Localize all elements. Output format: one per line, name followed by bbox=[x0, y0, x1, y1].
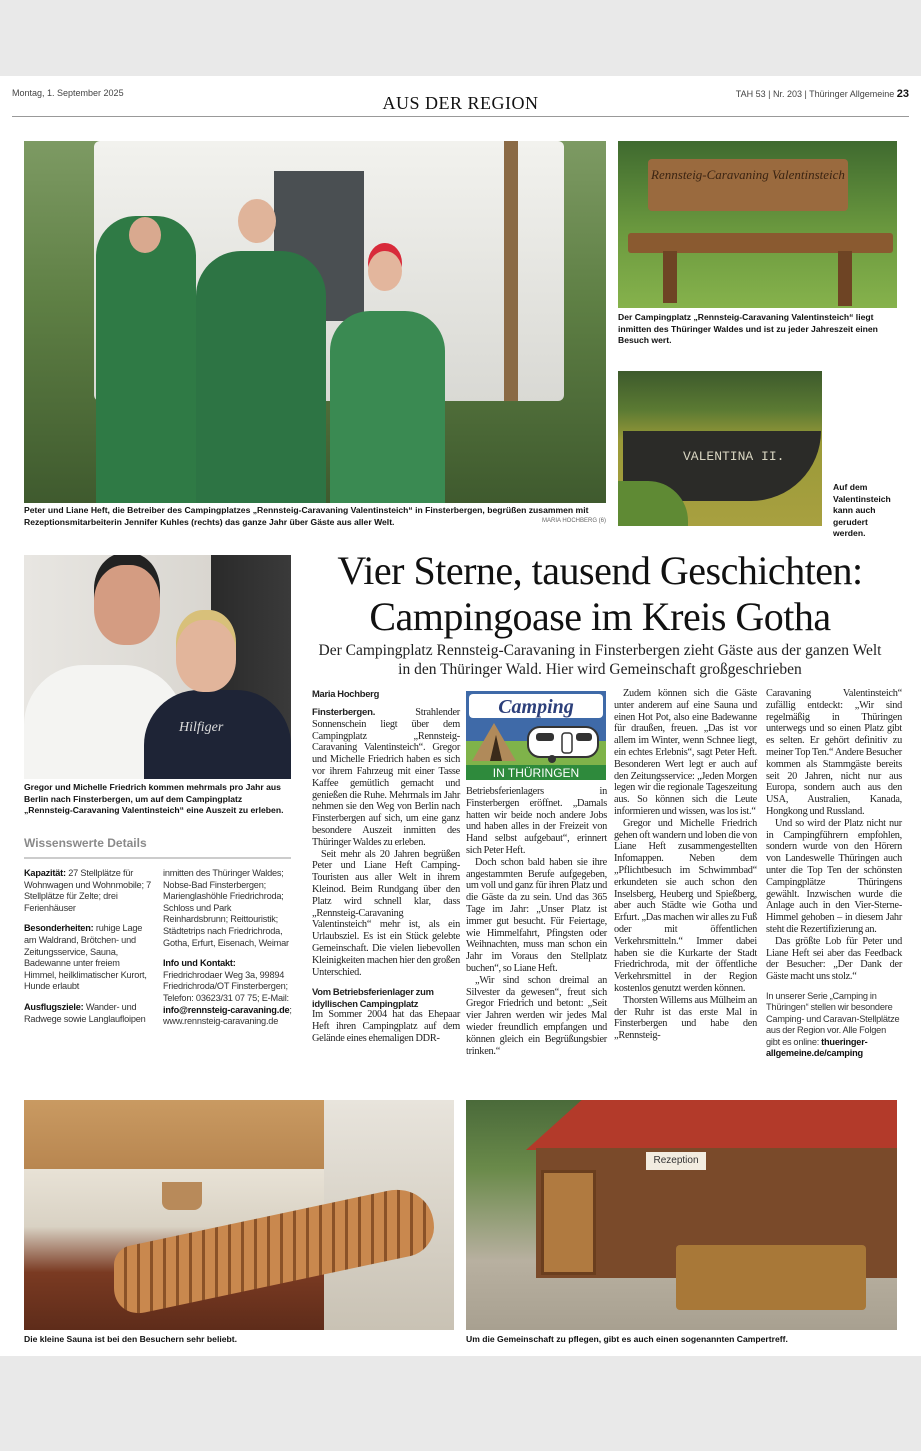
contact-website-link[interactable]: ; www.rennsteig-caravaning.de bbox=[163, 1004, 292, 1027]
series-link[interactable]: thueringer-allgemeine.de/camping bbox=[766, 1036, 868, 1058]
paper-info bbox=[736, 88, 909, 100]
paragraph: Das größte Lob für Peter und Liane Heft sei aber das Feedback der Besucher: „Der Dank der Gäste macht uns stolz.“ bbox=[766, 935, 902, 983]
article-subhead: Vom Betriebsferienlager zum idyllischen Campingplatz bbox=[312, 986, 434, 1009]
paragraph: Zudem können sich die Gäste unter anderem auf eine Sauna und einen Hot Pot, also eine Badewanne für draußen, freuen. „Das ist vor allem im Winter, wenn Schnee liegt, ein echtes Erlebnis“, sagt Peter Heft. Besonderen Wert legt er auch auf den Zeitungsservice: „Jeden Morgen legen wir die regionale Tageszeitung aus. So können sich die Leute informieren und wissen, was los ist.“ bbox=[614, 688, 757, 817]
section-title: AUS DER REGION bbox=[382, 93, 539, 113]
detail-text: 27 Stellplätze für Wohnwagen und Wohnmobile; 7 Stellplätze für Zelte; drei Ferienhäuser bbox=[24, 868, 152, 913]
paragraph: Gregor und Michelle Friedrich gehen oft wandern und loben die von Liane Heft zusammengestellten Infomappen. Neben dem „Pflichtbesuch im Schwimmbad“ erkundeten sie auch schon den Inselsberg, Heuberg und Spießberg, aber auch Städte wie Gotha und Erfurt. „Das machen wir alles zu Fuß oder mit öffentlichen Verkehrsmitteln.“ Immer dabei haben sie die Kurkarte der Stadt Friedrichroda, mit der öffentliche Verkehrsmittel in der Region kostenlos genutzt werden können. bbox=[614, 817, 757, 994]
details-divider bbox=[24, 857, 291, 859]
headline-line-2: Campingoase im Kreis Gotha bbox=[369, 594, 831, 639]
detail-contact bbox=[163, 958, 292, 1028]
dateline: Finsterbergen. bbox=[312, 707, 376, 718]
author-byline: Maria Hochberg bbox=[312, 688, 380, 699]
photo-couple bbox=[24, 555, 291, 779]
detail-label: Ausflugsziele: bbox=[24, 1001, 84, 1012]
photo-sauna bbox=[24, 1100, 454, 1330]
paragraph: Thorsten Willems aus Mülheim an der Ruhr ist das erste Mal in Finsterbergen und habe den „Rennsteig- bbox=[614, 994, 757, 1042]
paragraph: „Wir sind schon dreimal an Silvester da gewesen“, freut sich Gregor Friedrich und betont: „Seit vier Jahren werden wir jedes Mal wieder freundlich empfangen und können gleich ein Begrüßungsbier trinken.“ bbox=[466, 974, 607, 1057]
detail-text: ruhige Lage am Waldrand, Brötchen- und Zeitungsservice, Sauna, Badewanne unter freiem Himmel, heilklimatischer Kurort, Hunde erlaubt bbox=[24, 923, 147, 992]
logo-text-top: Camping bbox=[498, 696, 574, 718]
issue-date: Montag, 1. September 2025 bbox=[12, 88, 124, 98]
camping-in-thueringen-logo bbox=[466, 691, 606, 780]
photo-rowboat bbox=[618, 371, 822, 526]
photo-hosts-caravan bbox=[24, 141, 606, 503]
paragraph: Und so wird der Platz nicht nur in Campingführern empfohlen, sondern wurde von den Hörern von Landeswelle Thüringen auch unter die Top Ten der schönsten Campingplätze Thüringens gewählt. Inzwischen wurde die Anlage auch in den Vier-Sterne-Himmel gehoben – in diesem Jahr steht die Rezertifizierung an. bbox=[766, 817, 902, 935]
details-title: Wissenswerte Details bbox=[24, 836, 147, 850]
photo-credit: MARIA HOCHBERG (6) bbox=[541, 517, 606, 524]
paragraph-text: Strahlender Sonnenschein liegt über dem Campingplatz „Rennsteig-Caravaning Valentinsteich“. Gregor und Michelle Friedrich haben es sich vor ihrem Fahrzeug mit einer Tasse Kaffee gemütlich gemacht und genießen die Ruhe. Mehrmals im Jahr nehmen sie den Weg von Berlin nach Finsterbergen auf sich, um eine ganz besondere Auszeit inmitten des Thüringer Waldes zu erleben. bbox=[312, 707, 460, 848]
article-column-2 bbox=[466, 786, 607, 1057]
edition-number: TAH 53 | Nr. 203 | bbox=[735, 89, 807, 99]
bench-photo-caption: Der Campingplatz „Rennsteig-Caravaning Valentinsteich“ liegt inmitten des Thüringer Waldes und ist zu jeder Jahreszeit einen Besuch wert. bbox=[618, 312, 878, 345]
article-subtitle bbox=[300, 641, 900, 679]
paragraph: Seit mehr als 20 Jahren begrüßen Peter und Liane Heft Camping-Touristen aus aller Welt in ihrem Kleinod. Beim Rundgang über den Platz wird schnell klar, dass „Rennsteig-Caravaning Valentinsteich“ mehr ist, als ein Urlaubsziel. Es ist ein Stück gelebte Gemeinschaft. Die vielen liebevollen Kleinigkeiten machen hier den großen Unterschied. bbox=[312, 848, 460, 978]
article-column-4 bbox=[766, 688, 902, 1059]
detail-label: Kapazität: bbox=[24, 868, 66, 878]
bench-sign: Rennsteig-Caravaning Valentinsteich bbox=[648, 159, 848, 211]
detail-label: Info und Kontakt: bbox=[163, 958, 236, 969]
article-column-3 bbox=[614, 688, 757, 1042]
paragraph: Caravaning Valentinsteich“ zufällig entdeckt: „Wir sind regelmäßig in Thüringen unterwegs und so einen Platz gibt es selten. Er gehört definitiv zu meiner Top Ten.“ Andere Besucher kommen als Stammgäste bereits seit 20 Jahren, nicht nur aus Europa, sondern auch aus den USA, Australien, Kanada, Hongkong und Russland. bbox=[766, 688, 902, 817]
shirt-logo: Hilfiger bbox=[144, 690, 291, 779]
detail-text: Friedrichrodaer Weg 3a, 99894 Friedrichroda/OT Finsterbergen; Telefon: 03623/31 07 75; E-Mail: bbox=[163, 969, 289, 1003]
subtitle-line-2: in den Thüringer Wald. Hier wird Gemeinschaft großgeschrieben bbox=[398, 661, 802, 678]
details-box bbox=[24, 868, 292, 1031]
photo-bench bbox=[618, 141, 897, 308]
article-headline bbox=[300, 548, 900, 640]
series-text: In unserer Serie „Camping in Thüringen“ stellen wir besondere Camping- und Caravan-Stellplätze aus der Region vor. Alle Folgen gibt es online: bbox=[766, 990, 900, 1047]
paragraph: Betriebsferienlagers in Finsterbergen eröffnet. „Damals hatten wir beide noch andere Jobs und haben alles in der Freizeit von Hand selbst aufgebaut“, erinnert sich Peter Heft. bbox=[466, 786, 607, 856]
detail-features bbox=[24, 923, 153, 993]
detail-label: Besonderheiten: bbox=[24, 923, 94, 934]
paragraph bbox=[312, 707, 460, 849]
series-note bbox=[766, 991, 902, 1059]
paper-name: Thüringer Allgemeine bbox=[809, 89, 895, 99]
detail-capacity bbox=[24, 868, 153, 914]
logo-text-bottom: IN THÜRINGEN bbox=[492, 766, 580, 780]
campertreff-photo-caption: Um die Gemeinschaft zu pflegen, gibt es auch einen sogenannten Campertreff. bbox=[466, 1334, 788, 1344]
page-number: 23 bbox=[896, 88, 909, 100]
contact-email-link[interactable]: info@rennsteig-caravaning.de bbox=[163, 1004, 290, 1015]
photo-campertreff bbox=[466, 1100, 897, 1330]
detail-text: Wander- und Radwege sowie Langlaufloipen inmitten des Thüringer Waldes; Nobse-Bad Finsterbergen; Marienglashöhle Friedrichroda; Schloss und Park Reinhardsbrunn; Reittouristik; Städtetrips nach Friedrichroda, Gotha, Erfurt, Eisenach, Weimar bbox=[24, 868, 289, 1024]
boat-photo-caption: Auf dem Valentinsteich kann auch gerudert werden. bbox=[833, 482, 891, 538]
article-column-1 bbox=[312, 688, 460, 1045]
header-divider bbox=[12, 116, 909, 117]
main-photo-caption bbox=[24, 505, 606, 528]
paragraph: Doch schon bald haben sie ihre angestammten Berufe aufgegeben, um voll und ganz für ihren Platz und die Gäste da zu sein. Und das 365 Tage im Jahr: „Unser Platz ist immer gut besucht. Für Feiertage, wie Himmelfahrt, Pfingsten oder Weihnachten, muss man schon ein Jahr im Voraus den Stellplatz buchen“, so Liane Heft. bbox=[466, 856, 607, 974]
reception-sign: Rezeption bbox=[646, 1152, 706, 1170]
headline-line-1: Vier Sterne, tausend Geschichten: bbox=[337, 548, 863, 593]
couple-photo-caption: Gregor und Michelle Friedrich kommen mehrmals pro Jahr aus Berlin nach Finsterbergen, um auf dem Campingplatz „Rennsteig-Caravaning Valentinsteich“ eine Auszeit zu erleben. bbox=[24, 782, 284, 815]
boat-name: VALENTINA II. bbox=[623, 431, 821, 501]
sauna-photo-caption: Die kleine Sauna ist bei den Besuchern sehr beliebt. bbox=[24, 1334, 238, 1344]
paragraph: Im Sommer 2004 hat das Ehepaar Heft ihren Campingplatz auf dem Gelände eines ehemaligen DDR- bbox=[312, 1009, 460, 1044]
caption-text: Peter und Liane Heft, die Betreiber des Campingplatzes „Rennsteig-Caravaning Valentinsteich“ in Finsterbergen, begrüßen zusammen mit Rezeptionsmitarbeiterin Jennifer Kuhles (rechts) das ganze Jahr über Gäste aus aller Welt. bbox=[24, 505, 589, 527]
subtitle-line-1: Der Campingplatz Rennsteig-Caravaning in Finsterbergen zieht Gäste aus der ganzen Welt bbox=[318, 642, 882, 659]
